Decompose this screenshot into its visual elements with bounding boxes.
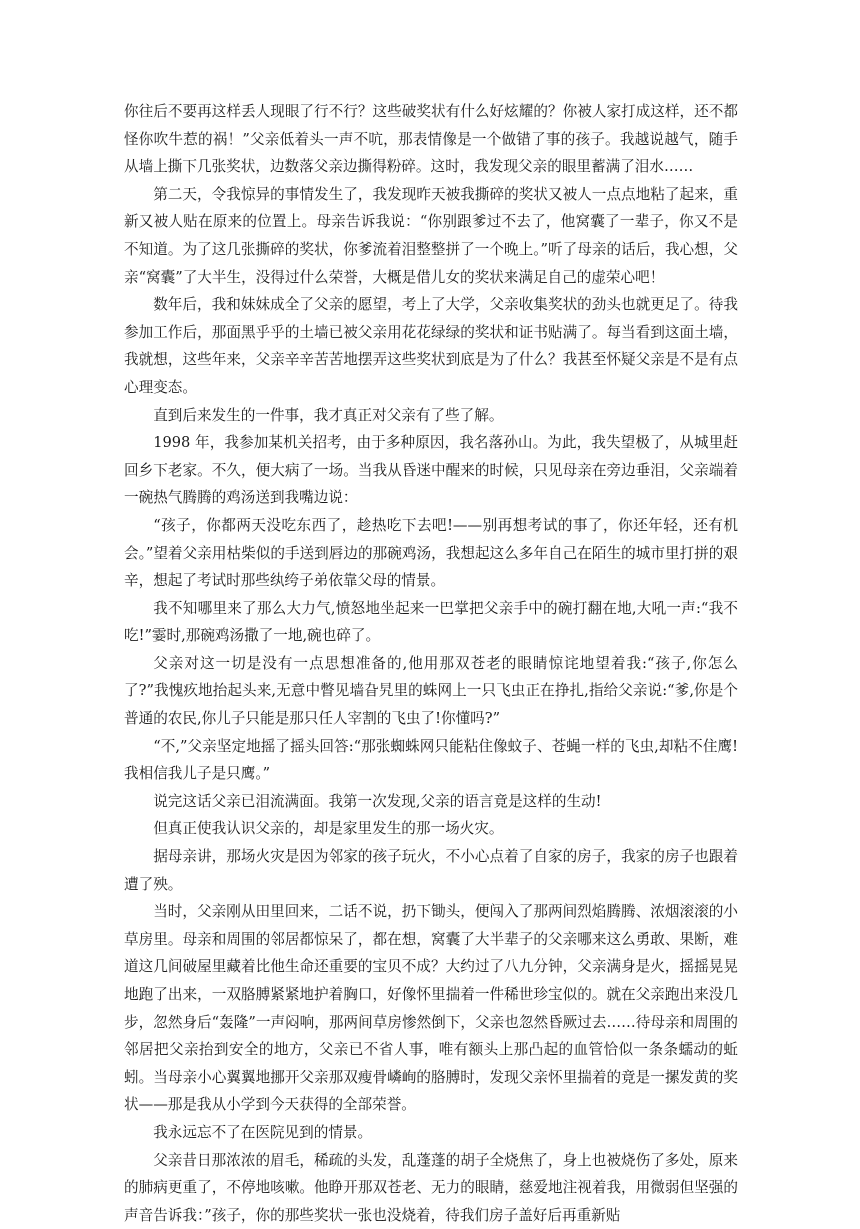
paragraph: 第二天，令我惊异的事情发生了，我发现昨天被我撕碎的奖状又被人一点点地粘了起来，重新又被人贴在原来的位置上。母亲告诉我说：“你别跟爹过不去了，他窝囊了一辈子，你又不是不知道。为了这几张撕碎的奖状，你爹流着泪整整拼了一个晚上。”听了母亲的话后，我心想，父亲“窝囊”了大半生，没得过什么荣誉，大概是借儿女的奖状来满足自己的虚荣心吧！ bbox=[124, 185, 738, 286]
paragraph: 你往后不要再这样丢人现眼了行不行？这些破奖状有什么好炫耀的？你被人家打成这样，还不都怪你吹牛惹的祸！”父亲低着头一声不吭，那表情像是一个做错了事的孩子。我越说越气，随手从墙上撕下几张奖状，边数落父亲边撕得粉碎。这时，我发现父亲的眼里蓄满了泪水…… bbox=[124, 103, 738, 176]
paragraph: 1998 年，我参加某机关招考，由于多种原因，我名落孙山。为此，我失望极了，从城里赶回乡下老家。不久，便大病了一场。当我从昏迷中醒来的时候，只见母亲在旁边垂泪，父亲端着一碗热气腾腾的鸡汤送到我嘴边说： bbox=[124, 434, 738, 507]
paragraph: 数年后，我和妹妹成全了父亲的愿望，考上了大学，父亲收集奖状的劲头也就更足了。待我参加工作后，那面黑乎乎的土墙已被父亲用花花绿绿的奖状和证书贴满了。每当看到这面土墙，我就想，这些年来，父亲辛辛苦苦地摆弄这些奖状到底是为了什么？我甚至怀疑父亲是不是有点心理变态。 bbox=[124, 296, 738, 396]
paragraph: 据母亲讲，那场火灾是因为邻家的孩子玩火，不小心点着了自家的房子，我家的房子也跟着遭了殃。 bbox=[124, 848, 738, 893]
paragraph: 但真正使我认识父亲的，却是家里发生的那一场火灾。 bbox=[153, 820, 504, 838]
paragraph: 父亲对这一切是没有一点思想准备的,他用那双苍老的眼睛惊诧地望着我:“孩子,你怎么了?”我愧疚地抬起头来,无意中瞥见墙旮旯里的蛛网上一只飞虫正在挣扎,指给父亲说:“爹,你是个普通的农民,你儿子只能是那只任人宰割的飞虫了!你懂吗?” bbox=[124, 654, 738, 728]
paragraph: 我不知哪里来了那么大力气,愤怒地坐起来一巴掌把父亲手中的碗打翻在地,大吼一声:“我不吃!”霎时,那碗鸡汤撒了一地,碗也碎了。 bbox=[124, 599, 738, 645]
article-body bbox=[124, 98, 738, 1229]
paragraph: 直到后来发生的一件事，我才真正对父亲有了些了解。 bbox=[153, 406, 504, 424]
paragraph: 说完这话父亲已泪流满面。我第一次发现,父亲的语言竟是这样的生动! bbox=[153, 792, 602, 810]
paragraph: 当时，父亲刚从田里回来，二话不说，扔下锄头，便闯入了那两间烈焰腾腾、浓烟滚滚的小草房里。母亲和周围的邻居都惊呆了，都在想，窝囊了大半辈子的父亲哪来这么勇敢、果断，难道这几间破屋里藏着比他生命还重要的宝贝不成？大约过了八九分钟，父亲满身是火，摇摇晃晃地跑了出来，一双胳膊紧紧地护着胸口，好像怀里揣着一件稀世珍宝似的。就在父亲跑出来没几步，忽然身后“轰隆”一声闷响，那两间草房惨然倒下，父亲也忽然昏厥过去……待母亲和周围的邻居把父亲抬到安全的地方，父亲已不省人事，唯有额头上那凸起的血管恰似一条条蠕动的蚯蚓。当母亲小心翼翼地挪开父亲那双瘦骨嶙峋的胳膊时，发现父亲怀里揣着的竟是一摞发黄的奖状——那是我从小学到今天获得的全部荣誉。 bbox=[124, 903, 738, 1114]
paragraph: “孩子，你都两天没吃东西了，趁热吃下去吧!——别再想考试的事了，你还年轻，还有机会。”望着父亲用枯柴似的手送到唇边的那碗鸡汤，我想起这么多年自己在陌生的城市里打拼的艰辛，想起了考试时那些纨绔子弟依靠父母的情景。 bbox=[124, 516, 738, 590]
paragraph: 父亲昔日那浓浓的眉毛，稀疏的头发，乱蓬蓬的胡子全烧焦了，身上也被烧伤了多处，原来的肺病更重了，不停地咳嗽。他睁开那双苍老、无力的眼睛，慈爱地注视着我，用微弱但坚强的声音告诉我：”孩子，你的那些奖状一张也没烧着，待我们房子盖好后再重新贴 bbox=[124, 1151, 738, 1224]
paragraph: 我永远忘不了在医院见到的情景。 bbox=[153, 1123, 373, 1141]
paragraph: “不,”父亲坚定地摇了摇头回答:“那张蜘蛛网只能粘住像蚊子、苍蝇一样的飞虫,却粘不住鹰!我相信我儿子是只鹰。” bbox=[124, 737, 738, 783]
